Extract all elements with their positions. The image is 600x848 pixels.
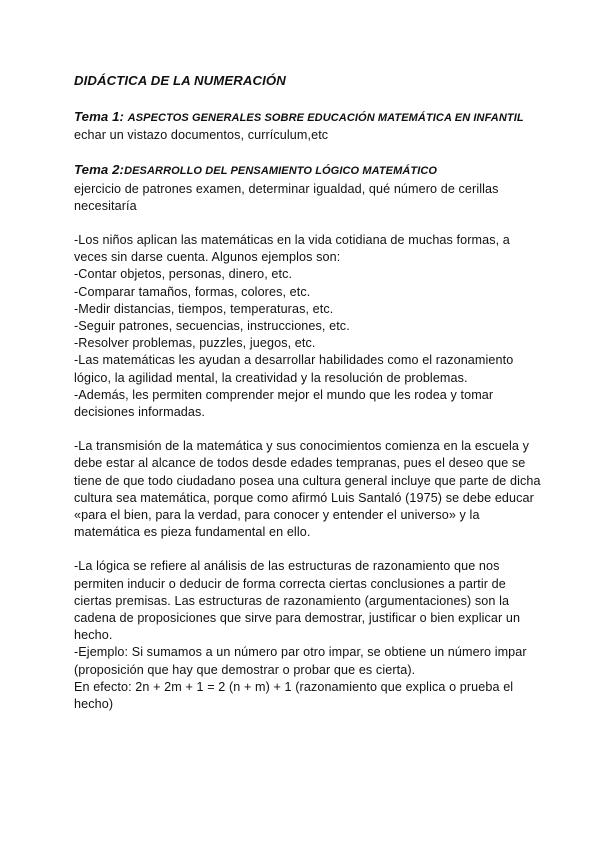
paragraph-line: -Seguir patrones, secuencias, instrucciones, etc. (74, 319, 350, 334)
tema-1-section (74, 108, 544, 144)
paragraph-line: En efecto: 2n + 2m + 1 = 2 (n + m) + 1 (razonamiento que explica o prueba el hecho) (74, 679, 514, 712)
paragraph-line: -Las matemáticas les ayudan a desarrollar habilidades como el razonamiento lógico, la agilidad mental, la creatividad y la resolución de problemas. (74, 353, 514, 385)
tema-2-label: Tema 2: (74, 162, 125, 178)
tema-2-heading (74, 161, 544, 180)
tema-1-title: ASPECTOS GENERALES SOBRE EDUCACIÓN MATEMÁTICA EN INFANTIL (127, 112, 524, 124)
tema-2-title: DESARROLLO DEL PENSAMIENTO LÓGICO MATEMÁTICO (124, 165, 438, 178)
tema-1-label: Tema 1: (74, 109, 125, 124)
paragraph-line: -Además, les permiten comprender mejor el mundo que les rodea y tomar decisiones informadas. (74, 387, 494, 420)
paragraph-line: -Medir distancias, tiempos, temperaturas, etc. (74, 301, 334, 316)
tema-2-section (74, 161, 544, 215)
paragraph-transmission (74, 438, 544, 541)
paragraph-line: -Comparar tamaños, formas, colores, etc. (74, 284, 311, 299)
paragraph-line: -La lógica se refiere al análisis de las estructuras de razonamiento que nos permiten inducir o deducir de forma correcta ciertas conclusiones a partir de ciertas premisas. Las estructuras de razonamiento (argumentaciones) son la cadena de proposiciones que sirve para demostrar, justificar o bien explicar un hecho. (74, 559, 521, 643)
tema-1-heading (74, 108, 544, 127)
paragraph-line: -La transmisión de la matemática y sus conocimientos comienza en la escuela y debe estar al alcance de todos desde edades tempranas, pues el deseo que se tiene de que todo ciudadano posea una cultura general incluye que parte de dicha cultura sea matemática, porque como afirmó Luis Santaló (1975) se debe educar «para el bien, para la verdad, para conocer y entender el universo» y la matemática es pieza fundamental en ello. (74, 439, 541, 540)
paragraph-line: -Contar objetos, personas, dinero, etc. (74, 267, 293, 282)
paragraph-line: -Resolver problemas, puzzles, juegos, etc. (74, 336, 316, 351)
tema-1-note: echar un vistazo documentos, currículum,etc (74, 128, 329, 143)
tema-2-note: ejercicio de patrones examen, determinar igualdad, qué número de cerillas necesitaría (74, 181, 499, 213)
document-title: DIDÁCTICA DE LA NUMERACIÓN (74, 73, 286, 88)
paragraph-line: -Ejemplo: Si sumamos a un número par otro impar, se obtiene un número impar (proposición que hay que demostrar o probar que es cierta). (74, 645, 527, 677)
document-body (74, 72, 544, 730)
paragraph-logic (74, 558, 544, 713)
paragraph-line: -Los niños aplican las matemáticas en la vida cotidiana de muchas formas, a veces sin darse cuenta. Algunos ejemplos son: (74, 233, 510, 265)
paragraph-maths-everyday (74, 232, 544, 421)
